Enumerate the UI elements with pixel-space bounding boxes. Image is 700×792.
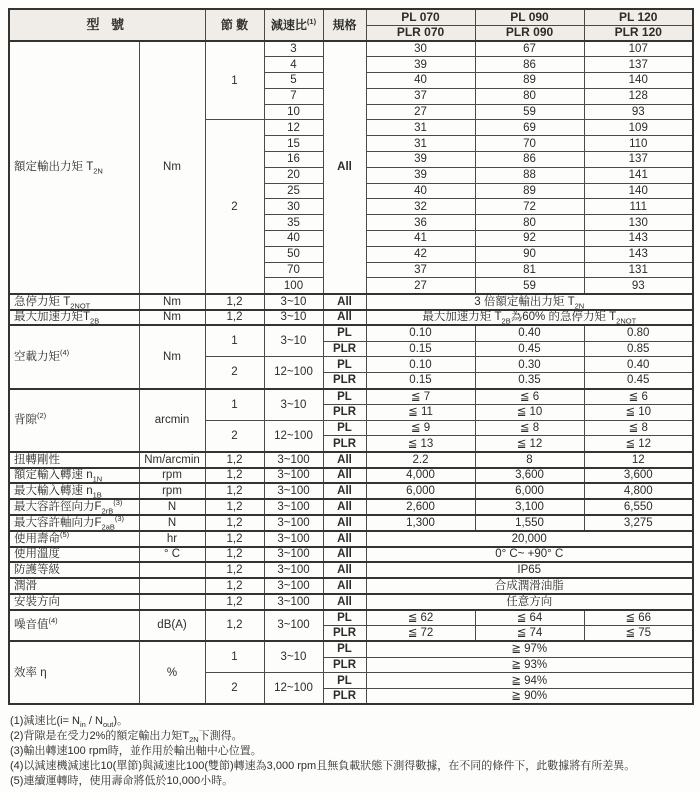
spec-row-emergency-stop-torque (9, 294, 693, 310)
param-label-cell-protection-class: 防護等級 (9, 562, 139, 578)
value-cell: 0.15 (366, 341, 475, 357)
value-cell: 137 (584, 152, 693, 168)
ratio-cell: 3~100 (264, 610, 323, 642)
spec-cell: PLR (323, 404, 366, 420)
header-product-pl120: PL 120 (584, 9, 693, 25)
span-value-cell: IP65 (366, 562, 693, 578)
value-cell: 0.10 (366, 357, 475, 373)
stage-cell: 1,2 (205, 594, 264, 610)
param-label-cell-noise-level: 噪音值$^{(4)}$ (9, 610, 139, 642)
value-cell: ≦ 6 (475, 389, 584, 405)
value-cell: 42 (366, 246, 475, 262)
param-label-cell-max-input-speed: 最大輸入轉速 $n_{1B}$ (9, 483, 139, 499)
value-cell: ≦ 8 (584, 420, 693, 436)
stage-cell: 1 (205, 641, 264, 673)
value-cell: 0.15 (366, 373, 475, 389)
stage-cell: 1,2 (205, 515, 264, 531)
value-cell: ≦ 66 (584, 610, 693, 626)
param-label-cell-service-life: 使用壽命$^{(5)}$ (9, 531, 139, 547)
ratio-cell: 3~100 (264, 483, 323, 499)
unit-cell: Nm (139, 294, 205, 310)
value-cell: ≦ 74 (475, 625, 584, 641)
value-cell: ≦ 75 (584, 625, 693, 641)
unit-cell: Nm (139, 325, 205, 388)
value-cell: ≦ 6 (584, 389, 693, 405)
value-cell: 80 (475, 88, 584, 104)
value-cell: 86 (475, 57, 584, 73)
spec-row-mounting-direction (9, 594, 693, 610)
value-cell: 107 (584, 41, 693, 57)
spec-cell: All (323, 310, 366, 326)
value-cell: 0.40 (475, 325, 584, 341)
header-product-pl070: PL 070 (366, 9, 475, 25)
value-cell: 12 (584, 452, 693, 468)
stage-cell: 1,2 (205, 499, 264, 515)
value-cell: 1,550 (475, 515, 584, 531)
spec-table (8, 8, 694, 705)
stage-cell: 1,2 (205, 468, 264, 484)
ratio-cell: 3~100 (264, 578, 323, 594)
unit-cell: rpm (139, 468, 205, 484)
stage-cell: 1,2 (205, 610, 264, 642)
value-cell: 39 (366, 152, 475, 168)
spec-cell: All (323, 578, 366, 594)
value-cell: ≦ 64 (475, 610, 584, 626)
footnote-line: (4)以減速機減速比10(單節)與減速比100(雙節)轉速為3,000 rpm且無負載狀態下測得數據，在不同的條件下，此數據將有所差異。 (10, 760, 636, 773)
param-label-cell-efficiency: 效率 η (9, 641, 139, 704)
span-value-cell: ≧ 94% (366, 673, 693, 689)
value-cell: 111 (584, 199, 693, 215)
spec-row-torsional-rigidity (9, 452, 693, 468)
param-label-cell-no-load-torque: 空載力矩$^{(4)}$ (9, 325, 139, 388)
spec-cell: All (323, 594, 366, 610)
value-cell: 89 (475, 183, 584, 199)
header-product-plr090: PLR 090 (475, 25, 584, 41)
footnote-line: (2)背隙是在受力2%的額定輸出力矩$T_{2N}$下測得。 (10, 730, 243, 745)
footnote-line: (1)減速比$(i= N_{in} / N_{out})$。 (10, 715, 129, 730)
stage-cell: 1 (205, 389, 264, 421)
ratio-cell: 12~100 (264, 357, 323, 389)
spec-cell: All (323, 562, 366, 578)
spec-cell: All (323, 452, 366, 468)
spec-cell: PLR (323, 436, 366, 452)
value-cell: 67 (475, 41, 584, 57)
spec-table-header (9, 9, 693, 41)
spec-cell: All (323, 547, 366, 563)
value-cell: 143 (584, 246, 693, 262)
value-cell: 130 (584, 215, 693, 231)
param-label-cell-mounting-direction: 安裝方向 (9, 594, 139, 610)
header-product-plr120: PLR 120 (584, 25, 693, 41)
param-label-cell-max-radial-force: 最大容許徑向力$F_{2rB}^{(3)}$ (9, 499, 139, 515)
value-cell: ≦ 72 (366, 625, 475, 641)
header-stages-label: 節 數 (205, 9, 264, 41)
value-cell: 109 (584, 120, 693, 136)
ratio-cell: 12~100 (264, 420, 323, 452)
span-value-cell: 3 倍額定輸出力矩 $T_{2N}$ (366, 294, 693, 310)
ratio-cell: 70 (264, 262, 323, 278)
stage-cell: 2 (205, 120, 264, 294)
ratio-cell: 25 (264, 183, 323, 199)
value-cell: ≦ 8 (475, 420, 584, 436)
value-cell: 59 (475, 104, 584, 120)
stage-cell: 1,2 (205, 452, 264, 468)
param-label-cell-torsional-rigidity: 扭轉剛性 (9, 452, 139, 468)
value-cell: 2.2 (366, 452, 475, 468)
unit-cell: hr (139, 531, 205, 547)
value-cell: 59 (475, 278, 584, 294)
value-cell: 110 (584, 136, 693, 152)
value-cell: 37 (366, 88, 475, 104)
spec-cell: All (323, 41, 366, 294)
value-cell: 4,000 (366, 468, 475, 484)
spec-cell: PL (323, 389, 366, 405)
value-cell: 6,550 (584, 499, 693, 515)
value-cell: ≦ 12 (475, 436, 584, 452)
value-cell: 72 (475, 199, 584, 215)
ratio-cell: 12 (264, 120, 323, 136)
value-cell: 37 (366, 262, 475, 278)
header-product-pl090: PL 090 (475, 9, 584, 25)
value-cell: 8 (475, 452, 584, 468)
spec-row-max-acceleration-torque (9, 310, 693, 326)
value-cell: 140 (584, 73, 693, 89)
span-value-cell: ≧ 97% (366, 641, 693, 657)
value-cell: 0.10 (366, 325, 475, 341)
spec-row-rated-output-torque (9, 41, 693, 57)
spec-cell: All (323, 499, 366, 515)
footnote-line: (5)連續運轉時，使用壽命將低於10,000小時。 (10, 775, 234, 788)
spec-cell: PL (323, 357, 366, 373)
ratio-cell: 7 (264, 88, 323, 104)
spec-row-rated-input-speed (9, 468, 693, 484)
value-cell: 69 (475, 120, 584, 136)
ratio-cell: 16 (264, 152, 323, 168)
value-cell: 31 (366, 120, 475, 136)
value-cell: 80 (475, 215, 584, 231)
ratio-cell: 100 (264, 278, 323, 294)
value-cell: 86 (475, 152, 584, 168)
spec-cell: PLR (323, 373, 366, 389)
header-ratio-label: 減速比$^{(1)}$ (264, 9, 323, 41)
ratio-cell: 10 (264, 104, 323, 120)
value-cell: 2,600 (366, 499, 475, 515)
ratio-cell: 12~100 (264, 673, 323, 705)
ratio-cell: 3~10 (264, 325, 323, 357)
value-cell: 6,000 (366, 483, 475, 499)
value-cell: ≦ 11 (366, 404, 475, 420)
value-cell: 0.45 (475, 341, 584, 357)
value-cell: 32 (366, 199, 475, 215)
value-cell: 0.45 (584, 373, 693, 389)
unit-cell: Nm (139, 41, 205, 294)
spec-cell: All (323, 468, 366, 484)
spec-table-body (9, 41, 693, 704)
unit-cell: % (139, 641, 205, 704)
span-value-cell: 任意方向 (366, 594, 693, 610)
span-value-cell: 合成潤滑油脂 (366, 578, 693, 594)
header-product-plr070: PLR 070 (366, 25, 475, 41)
value-cell: 1,300 (366, 515, 475, 531)
ratio-cell: 15 (264, 136, 323, 152)
value-cell: 39 (366, 57, 475, 73)
param-label-cell-rated-input-speed: 額定輸入轉速 $n_{1N}$ (9, 468, 139, 484)
param-label-cell-max-acceleration-torque: 最大加速力矩$T_{2B}$ (9, 310, 139, 326)
spec-cell: PLR (323, 625, 366, 641)
unit-cell: arcmin (139, 389, 205, 452)
spec-row-lubrication (9, 578, 693, 594)
value-cell: 3,600 (584, 468, 693, 484)
stage-cell: 1,2 (205, 294, 264, 310)
span-value-cell: ≧ 93% (366, 657, 693, 673)
value-cell: ≦ 62 (366, 610, 475, 626)
stage-cell: 1,2 (205, 562, 264, 578)
spec-cell: PL (323, 673, 366, 689)
ratio-cell: 3~100 (264, 531, 323, 547)
spec-cell: All (323, 515, 366, 531)
span-value-cell: ≧ 90% (366, 689, 693, 705)
value-cell: ≦ 10 (584, 404, 693, 420)
span-value-cell: 0° C~ +90° C (366, 547, 693, 563)
value-cell: 89 (475, 73, 584, 89)
value-cell: 70 (475, 136, 584, 152)
value-cell: 93 (584, 278, 693, 294)
ratio-cell: 5 (264, 73, 323, 89)
value-cell: 40 (366, 183, 475, 199)
param-label-cell-lubrication: 潤滑 (9, 578, 139, 594)
ratio-cell: 20 (264, 167, 323, 183)
spec-row-no-load-torque (9, 325, 693, 341)
ratio-cell: 40 (264, 231, 323, 247)
unit-cell: dB(A) (139, 610, 205, 642)
param-label-cell-operating-temperature: 使用溫度 (9, 547, 139, 563)
ratio-cell: 3~10 (264, 294, 323, 310)
stage-cell: 2 (205, 420, 264, 452)
spec-cell: PLR (323, 657, 366, 673)
value-cell: 93 (584, 104, 693, 120)
ratio-cell: 30 (264, 199, 323, 215)
value-cell: 36 (366, 215, 475, 231)
ratio-cell: 3~100 (264, 547, 323, 563)
spec-row-efficiency (9, 641, 693, 657)
unit-cell: N (139, 499, 205, 515)
value-cell: 0.85 (584, 341, 693, 357)
stage-cell: 1 (205, 41, 264, 120)
stage-cell: 1,2 (205, 578, 264, 594)
value-cell: ≦ 7 (366, 389, 475, 405)
value-cell: 143 (584, 231, 693, 247)
value-cell: 27 (366, 278, 475, 294)
value-cell: 40 (366, 73, 475, 89)
spec-cell: All (323, 294, 366, 310)
param-label-cell-emergency-stop-torque: 急停力矩 $T_{2NOT}$ (9, 294, 139, 310)
spec-cell: All (323, 531, 366, 547)
ratio-cell: 3~100 (264, 452, 323, 468)
param-label-cell-backlash: 背隙$^{(2)}$ (9, 389, 139, 452)
spec-row-operating-temperature (9, 547, 693, 563)
spec-row-service-life (9, 531, 693, 547)
spec-row-protection-class (9, 562, 693, 578)
ratio-cell: 4 (264, 57, 323, 73)
value-cell: 128 (584, 88, 693, 104)
ratio-cell: 3~100 (264, 515, 323, 531)
spec-cell: PLR (323, 341, 366, 357)
param-label-cell-rated-output-torque: 額定輸出力矩 $T_{2N}$ (9, 41, 139, 294)
unit-cell: rpm (139, 483, 205, 499)
header-model-label: 型 號 (9, 9, 205, 41)
value-cell: 0.80 (584, 325, 693, 341)
param-label-cell-max-axial-force: 最大容許軸向力$F_{2aB}^{(3)}$ (9, 515, 139, 531)
value-cell: 0.35 (475, 373, 584, 389)
value-cell: 140 (584, 183, 693, 199)
ratio-cell: 3~100 (264, 499, 323, 515)
value-cell: 3,100 (475, 499, 584, 515)
value-cell: 39 (366, 167, 475, 183)
value-cell: ≦ 9 (366, 420, 475, 436)
value-cell: 90 (475, 246, 584, 262)
ratio-cell: 3~100 (264, 594, 323, 610)
footnotes (10, 714, 700, 789)
value-cell: 131 (584, 262, 693, 278)
ratio-cell: 3~10 (264, 389, 323, 421)
value-cell: ≦ 12 (584, 436, 693, 452)
value-cell: 3,600 (475, 468, 584, 484)
value-cell: 6,000 (475, 483, 584, 499)
value-cell: 88 (475, 167, 584, 183)
value-cell: 3,275 (584, 515, 693, 531)
ratio-cell: 3~10 (264, 310, 323, 326)
value-cell: ≦ 13 (366, 436, 475, 452)
unit-cell: Nm/arcmin (139, 452, 205, 468)
unit-cell: N (139, 515, 205, 531)
value-cell: 92 (475, 231, 584, 247)
ratio-cell: 3 (264, 41, 323, 57)
unit-cell (139, 578, 205, 594)
spec-cell: PL (323, 420, 366, 436)
spec-cell: PL (323, 641, 366, 657)
ratio-cell: 3~100 (264, 562, 323, 578)
ratio-cell: 3~10 (264, 641, 323, 673)
spec-row-backlash (9, 389, 693, 405)
stage-cell: 2 (205, 357, 264, 389)
spec-cell: PLR (323, 689, 366, 705)
spec-cell: PL (323, 610, 366, 626)
spec-row-max-axial-force (9, 515, 693, 531)
unit-cell: Nm (139, 310, 205, 326)
stage-cell: 1,2 (205, 531, 264, 547)
footnote-line: (3)輸出轉速100 rpm時，並作用於輸出軸中心位置。 (10, 745, 262, 758)
value-cell: 27 (366, 104, 475, 120)
stage-cell: 1,2 (205, 547, 264, 563)
value-cell: 30 (366, 41, 475, 57)
span-value-cell: 最大加速力矩 $T_{2B}$為60% 的急停力矩 $T_{2NOT}$ (366, 310, 693, 326)
value-cell: 137 (584, 57, 693, 73)
value-cell: 141 (584, 167, 693, 183)
span-value-cell: 20,000 (366, 531, 693, 547)
unit-cell (139, 594, 205, 610)
spec-row-max-radial-force (9, 499, 693, 515)
stage-cell: 1,2 (205, 310, 264, 326)
value-cell: 41 (366, 231, 475, 247)
stage-cell: 1 (205, 325, 264, 357)
ratio-cell: 3~100 (264, 468, 323, 484)
value-cell: 81 (475, 262, 584, 278)
unit-cell: ° C (139, 547, 205, 563)
ratio-cell: 50 (264, 246, 323, 262)
value-cell: ≦ 10 (475, 404, 584, 420)
value-cell: 0.40 (584, 357, 693, 373)
stage-cell: 1,2 (205, 483, 264, 499)
spec-row-max-input-speed (9, 483, 693, 499)
unit-cell (139, 562, 205, 578)
spec-cell: PL (323, 325, 366, 341)
spec-cell: All (323, 483, 366, 499)
header-spec-label: 規格 (323, 9, 366, 41)
stage-cell: 2 (205, 673, 264, 705)
value-cell: 0.30 (475, 357, 584, 373)
spec-row-noise-level (9, 610, 693, 626)
ratio-cell: 35 (264, 215, 323, 231)
value-cell: 4,800 (584, 483, 693, 499)
value-cell: 31 (366, 136, 475, 152)
